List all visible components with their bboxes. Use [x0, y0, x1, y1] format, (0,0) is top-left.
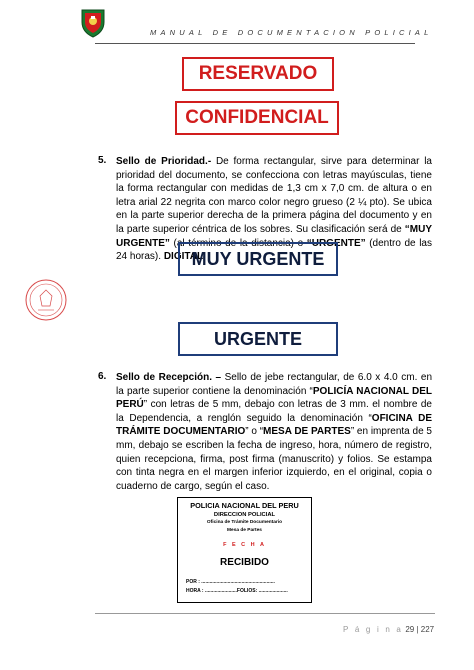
confidencial-stamp: CONFIDENCIAL: [175, 101, 339, 135]
reception-hora: HORA : .......................FOLIOS: .....................: [186, 588, 288, 594]
section-6-text: ” en imprenta de 5 mm, debajo se escriben la fecha de ingreso, hora, número de registro, quien recepciona, firma, post firma (manuscrito) y folios. Se estampa con tinta negra en el margen inferior izquierdo, en el original, copia o cuaderno de cargo, según el caso.: [116, 426, 432, 492]
header-divider: [95, 43, 415, 44]
section-6-text: Sello de jebe rectangular, de 6.0 x 4.0 cm. en la parte superior contiene la denominación “: [116, 372, 433, 397]
section-6-number: 6.: [98, 371, 107, 382]
reception-fecha: F E C H A: [223, 542, 266, 548]
reception-direccion: DIRECCION POLICIAL: [213, 512, 276, 518]
police-shield-logo: [80, 8, 106, 38]
section-5-heading: Sello de Prioridad.-: [116, 156, 212, 167]
section-5-urgente: “URGENTE”: [306, 237, 366, 249]
urgente-stamp: URGENTE: [178, 322, 338, 356]
section-5-text: De forma rectangular, sirve para determinar la prioridad del documento, se confecciona con letras mayúsculas, tiene la forma rectangular con medidas de 1,3 cm x 7,0 cm. de altura o en letra arial 22 negrita con marco color negro grueso (2 ¼ pto). Se ubica en la parte superior derecha de la primera página del documento y en la parte superior céntrica de los sobres. Su clasificación será de: [116, 156, 432, 235]
header-title: MANUAL DE DOCUMENTACION POLICIAL: [150, 28, 433, 37]
reception-por: POR : .....................................................: [186, 579, 275, 585]
reception-mesa: Mesa de Partes: [227, 528, 262, 533]
page-number: [343, 625, 434, 634]
section-5-digital: DIGITAL: [163, 251, 204, 263]
section-5-text: (al término de la distancia) o: [169, 237, 307, 249]
section-5-number: 5.: [98, 155, 107, 166]
section-6-pnp: POLICÍA NACIONAL DEL PERÚ: [116, 385, 432, 411]
reservado-stamp: RESERVADO: [182, 57, 334, 91]
reception-pnp: POLICIA NACIONAL DEL PERU: [190, 501, 299, 510]
section-5-text: (dentro de las 24 horas).: [116, 237, 432, 263]
red-circular-seal: [24, 278, 68, 322]
section-6-paragraph: [116, 371, 432, 493]
section-6-heading: Sello de Recepción. –: [116, 372, 222, 383]
muy-urgente-stamp: MUY URGENTE: [178, 242, 338, 276]
reception-recibido: RECIBIDO: [220, 557, 269, 568]
section-6-text: ” con letras de 5 mm, debajo con letras de 3 mm. el nombre de la Dependencia, a renglón seguido la denominación “: [116, 399, 432, 424]
page-label: P á g i n a: [343, 625, 404, 634]
reception-oficina: Oficina de Trámite Documentario: [206, 520, 283, 525]
section-6-text: ” o “: [245, 426, 264, 438]
page-count: 29 | 227: [405, 625, 435, 634]
section-6-oficina: OFICINA DE TRÁMITE DOCUMENTARIO: [116, 412, 432, 438]
section-6-mesa: MESA DE PARTES: [263, 426, 351, 438]
reception-stamp: [177, 497, 312, 603]
section-5-muy-urgente: “MUY URGENTE”: [116, 223, 432, 249]
footer-divider: [95, 613, 435, 614]
